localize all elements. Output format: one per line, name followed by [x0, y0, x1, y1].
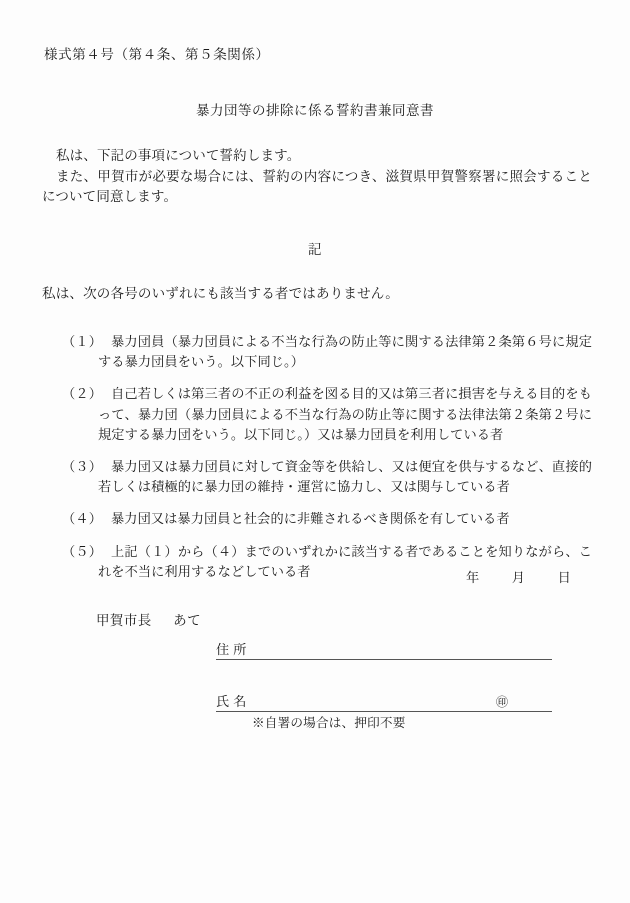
clause-item — [62, 457, 592, 497]
lead-sentence: 私は、次の各号のいずれにも該当する者ではありません。 — [42, 286, 400, 301]
intro-paragraph — [42, 146, 592, 208]
addressee-recipient: 甲賀市長 — [96, 613, 152, 628]
clause-list — [62, 332, 592, 582]
clause-item — [62, 509, 592, 529]
address-field-label: 住 所 — [216, 642, 247, 657]
clause-text: 暴力団員（暴力団員による不当な行為の防止等に関する法律第２条第６号に規定する暴力団員をいう。以下同じ。） — [98, 334, 592, 370]
ki-heading: 記 — [308, 242, 322, 257]
clause-item — [62, 384, 592, 445]
address-field[interactable] — [216, 638, 552, 660]
clause-text: 暴力団又は暴力団員と社会的に非難されるべき関係を有している者 — [111, 511, 510, 527]
clause-number: （３） — [62, 459, 103, 475]
name-field[interactable] — [216, 690, 552, 712]
clause-number: （１） — [62, 334, 103, 349]
clause-number: （４） — [62, 511, 103, 527]
seal-icon: ㊞ — [495, 695, 508, 709]
clause-text: 自己若しくは第三者の不正の利益を図る目的又は第三者に損害を与える目的をもって、暴力団（暴力団員による不当な行為の防止等に関する法律法第２条第２号に規定する暴力団をいう。以下同じ。）又は暴力団員を利用している者 — [98, 386, 592, 442]
clause-text: 上記（１）から（４）までのいずれかに該当する者であることを知りながら、これを不当に利用するなどしている者 — [98, 543, 592, 579]
date-line — [466, 567, 571, 586]
intro-line-1: 私は、下記の事項について誓約します。 — [56, 148, 301, 163]
date-month-label: 月 — [511, 570, 525, 585]
addressee-suffix: あて — [173, 613, 201, 628]
intro-line-2: また、甲賀市が必要な場合には、誓約の内容につき、滋賀県甲賀警察署に照会することについて同意します。 — [42, 168, 592, 204]
seal-note: ※自署の場合は、押印不要 — [252, 716, 406, 730]
clause-item — [62, 332, 592, 372]
date-day-label: 日 — [557, 570, 571, 585]
form-number: 様式第４号（第４条、第５条関係） — [44, 47, 270, 62]
document-title: 暴力団等の排除に係る誓約書兼同意書 — [196, 103, 434, 118]
clause-text: 暴力団又は暴力団員に対して資金等を供給し、又は便宜を供与するなど、直接的若しくは積極的に暴力団の維持・運営に協力し、又は関与している者 — [98, 459, 592, 495]
clause-number: （２） — [62, 386, 103, 402]
date-year-label: 年 — [466, 570, 480, 585]
clause-number: （５） — [62, 543, 103, 559]
name-field-label: 氏 名 — [216, 694, 247, 709]
addressee-line — [96, 609, 201, 629]
